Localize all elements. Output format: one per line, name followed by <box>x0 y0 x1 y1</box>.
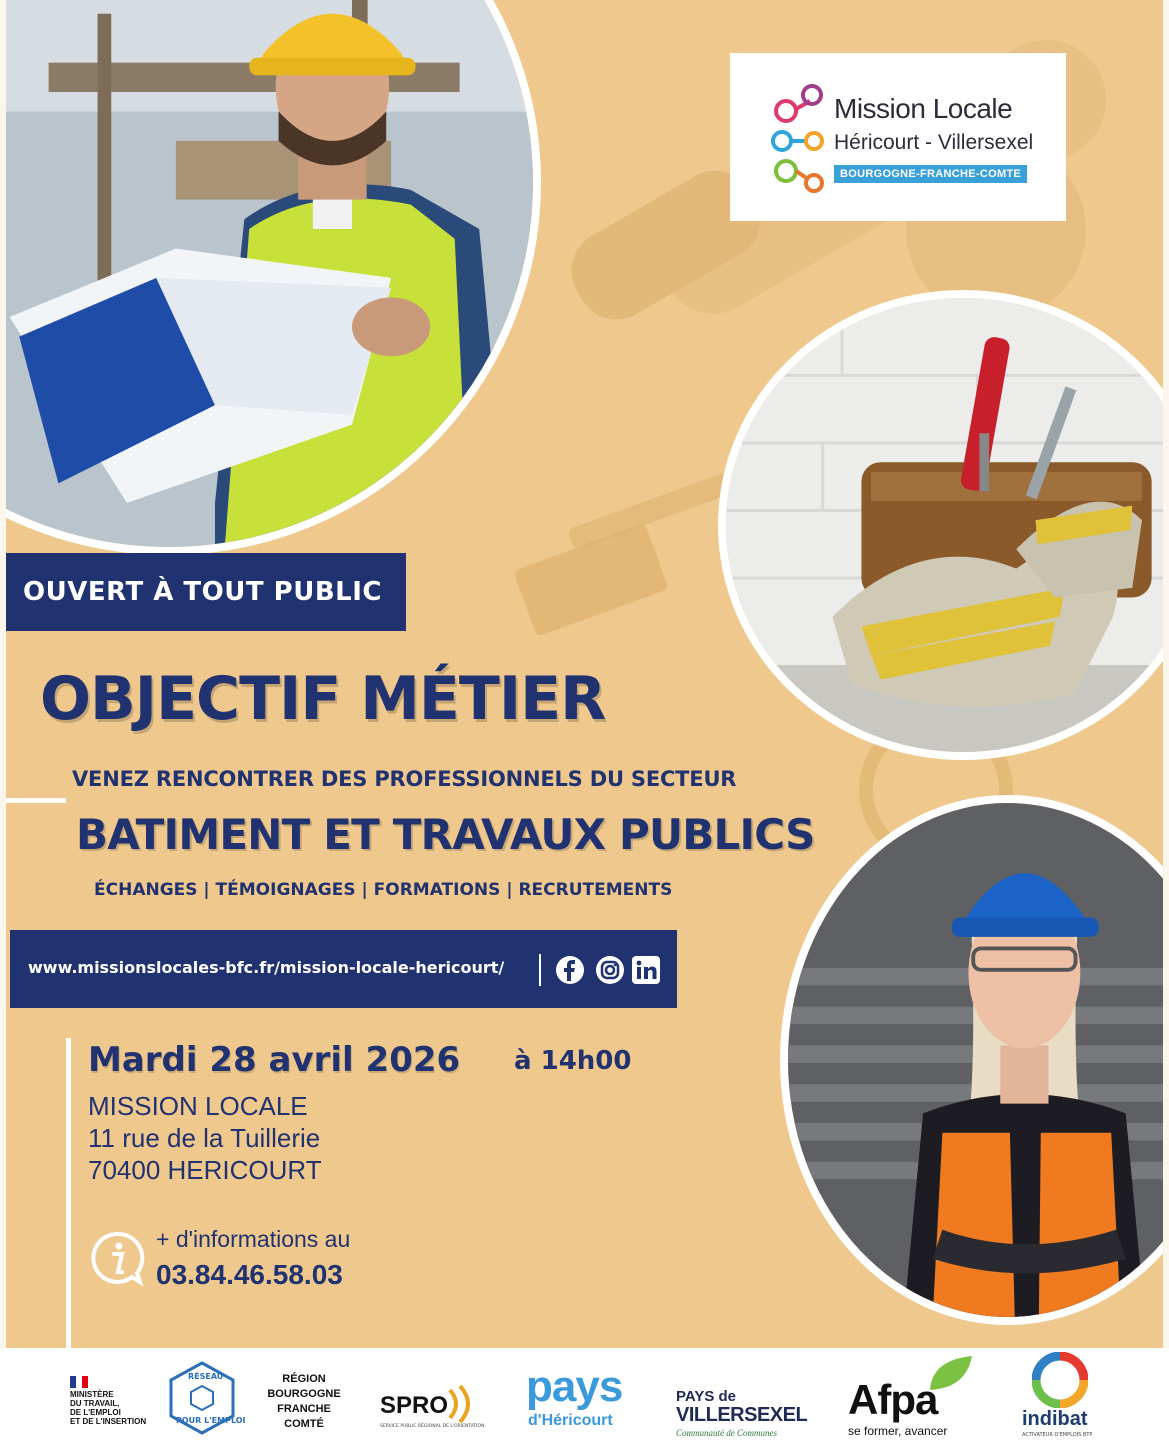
logo-subtitle: Héricourt - Villersexel <box>834 131 1034 154</box>
indibat-subtitle: ACTIVATEUR D'EMPLOIS BTP <box>1022 1432 1093 1438</box>
partner-afpa <box>848 1348 988 1445</box>
mission-locale-mark-icon <box>770 79 830 194</box>
reseau-bottom-text: POUR L'EMPLOI <box>176 1416 246 1425</box>
villersexel-title: VILLERSEXEL <box>676 1404 808 1426</box>
event-headline: OBJECTIF MÉTIER <box>40 664 606 734</box>
logo-region-badge: BOURGOGNE-FRANCHE-COMTE <box>834 165 1027 183</box>
indibat-title: indibat <box>1022 1408 1088 1430</box>
facebook-icon[interactable] <box>555 955 585 985</box>
instagram-icon[interactable] <box>595 955 625 985</box>
partner-pays-villersexel <box>676 1348 822 1445</box>
ministere-line-1: MINISTÈRE <box>70 1390 114 1399</box>
logo-title: Mission Locale <box>834 93 1013 124</box>
event-poster <box>6 0 1163 1348</box>
address-line-3: 70400 HERICOURT <box>88 1155 322 1185</box>
pays-hericourt-title: pays <box>526 1362 623 1411</box>
afpa-tagline: se former, avancer <box>848 1424 948 1438</box>
spro-waves-icon <box>446 1384 476 1424</box>
info-icon <box>90 1230 146 1286</box>
pays-hericourt-subtitle: d'Héricourt <box>528 1412 613 1429</box>
ministere-line-2: DU TRAVAIL, <box>70 1399 120 1408</box>
address-line-1: MISSION LOCALE <box>88 1091 308 1121</box>
decorative-rule-vertical <box>66 1038 71 1348</box>
ministere-line-4: ET DE L'INSERTION <box>70 1417 147 1426</box>
open-to-all-badge: OUVERT À TOUT PUBLIC <box>6 553 406 631</box>
ministere-line-3: DE L'EMPLOI <box>70 1408 121 1417</box>
website-bar <box>10 930 677 1008</box>
more-info-label: + d'informations au <box>156 1226 351 1252</box>
partner-region-bfc <box>262 1348 352 1445</box>
mission-locale-logo <box>730 53 1066 221</box>
event-time: à 14h00 <box>514 1046 632 1076</box>
linkedin-icon[interactable] <box>631 955 661 985</box>
partner-reseau-pour-emploi <box>164 1348 244 1445</box>
partner-logos-strip <box>0 1348 1169 1445</box>
region-line-2: BOURGOGNE <box>267 1388 341 1400</box>
afpa-title: Afpa <box>848 1376 938 1423</box>
event-sector: BATIMENT ET TRAVAUX PUBLICS <box>76 810 815 859</box>
partner-spro <box>380 1348 500 1445</box>
event-date: Mardi 28 avril 2026 <box>88 1040 461 1080</box>
reseau-top-text: RÉSEAU <box>188 1372 224 1381</box>
website-divider <box>539 954 541 986</box>
event-intro: VENEZ RENCONTRER DES PROFESSIONNELS DU SECTEUR <box>72 767 737 791</box>
region-line-3: FRANCHE <box>277 1403 331 1415</box>
partner-pays-hericourt <box>526 1348 646 1445</box>
french-flag-icon <box>70 1376 88 1388</box>
region-line-1: RÉGION <box>282 1373 326 1385</box>
villersexel-subtitle: Communauté de Communes <box>676 1428 777 1438</box>
partner-ministere-travail <box>70 1348 160 1445</box>
website-link[interactable]: www.missionslocales-bfc.fr/mission-locale-hericourt/ <box>28 958 505 977</box>
decorative-rule-horizontal <box>6 798 66 803</box>
contact-phone[interactable]: 03.84.46.58.03 <box>156 1259 343 1290</box>
indibat-ring-icon <box>1032 1352 1088 1408</box>
region-line-4: COMTÉ <box>284 1418 324 1430</box>
villersexel-prefix: PAYS de <box>676 1388 737 1405</box>
spro-label: SPRO <box>380 1392 449 1419</box>
partner-indibat <box>1018 1348 1108 1445</box>
spro-subtitle: SERVICE PUBLIC RÉGIONAL DE L'ORIENTATION <box>380 1424 485 1429</box>
event-tags: ÉCHANGES | TÉMOIGNAGES | FORMATIONS | RECRUTEMENTS <box>94 880 673 900</box>
address-line-2: 11 rue de la Tuillerie <box>88 1123 321 1153</box>
